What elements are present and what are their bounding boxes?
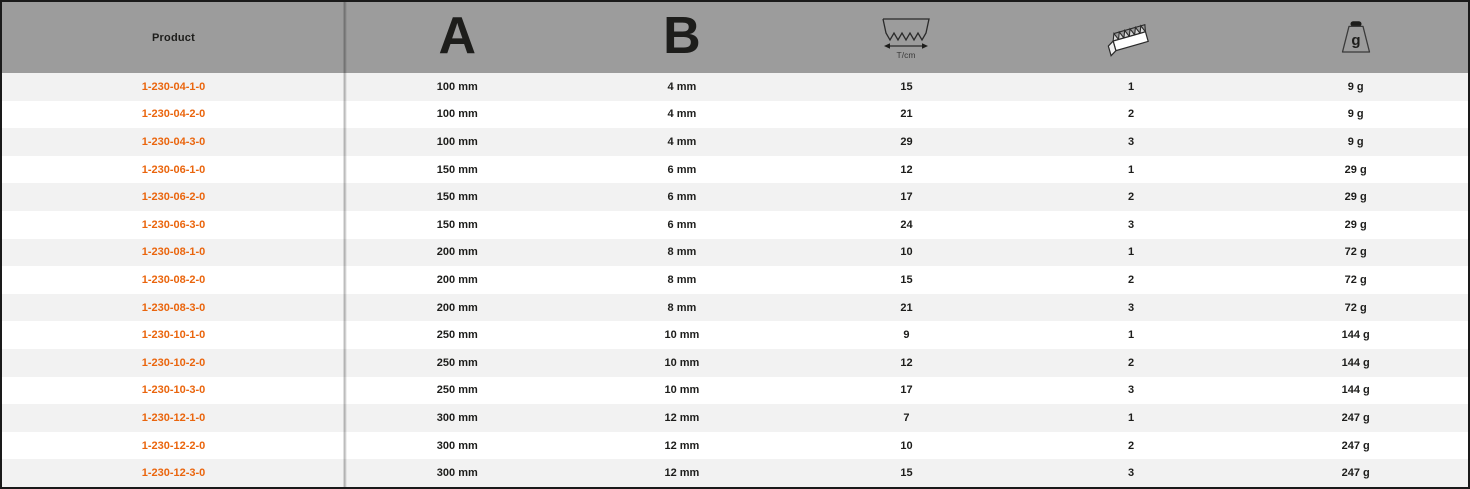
- table-row: [2, 377, 1468, 405]
- product-code-link[interactable]: 1-230-10-3-0: [141, 384, 206, 397]
- teeth-per-cm-value: 15: [900, 273, 913, 286]
- teeth-per-cm-value: 24: [900, 218, 913, 231]
- product-cell: [2, 384, 345, 396]
- length-a-value: 250 mm: [436, 329, 478, 342]
- weight-value: 9 g: [1347, 80, 1364, 93]
- width-b-value: 6 mm: [667, 218, 697, 231]
- width-b-value: 6 mm: [667, 163, 697, 176]
- cut-grade-value: 2: [1128, 108, 1135, 121]
- cut-grade-value: 3: [1128, 301, 1135, 314]
- table-row: [2, 349, 1468, 377]
- product-code-link[interactable]: 1-230-12-3-0: [141, 467, 206, 480]
- saw-segment-icon: [1099, 17, 1163, 59]
- column-header-cut: [1019, 2, 1244, 73]
- table-body: [2, 73, 1468, 487]
- weight-value: 247 g: [1341, 439, 1370, 452]
- product-code-link[interactable]: 1-230-12-2-0: [141, 439, 206, 452]
- weight-value: 72 g: [1344, 246, 1367, 259]
- length-a-value: 100 mm: [436, 80, 478, 93]
- product-cell: [2, 440, 345, 452]
- product-cell: [2, 357, 345, 369]
- column-header-a: A: [438, 6, 477, 65]
- teeth-per-cm-value: 15: [900, 467, 913, 480]
- product-cell: [2, 108, 345, 120]
- product-cell: [2, 274, 345, 286]
- length-a-value: 150 mm: [436, 191, 478, 204]
- length-a-value: 100 mm: [436, 108, 478, 121]
- teeth-per-cm-value: 17: [900, 384, 913, 397]
- weight-icon: [1336, 18, 1376, 58]
- table-row: [2, 128, 1468, 156]
- width-b-value: 8 mm: [667, 273, 697, 286]
- teeth-per-cm-value: 7: [903, 411, 910, 424]
- width-b-value: 8 mm: [667, 246, 697, 259]
- product-cell: [2, 412, 345, 424]
- length-a-value: 150 mm: [436, 163, 478, 176]
- length-a-value: 300 mm: [436, 439, 478, 452]
- width-b-value: 10 mm: [664, 384, 700, 397]
- teeth-per-cm-value: 10: [900, 246, 913, 259]
- width-b-value: 12 mm: [664, 439, 700, 452]
- product-code-link[interactable]: 1-230-06-2-0: [141, 191, 206, 204]
- cut-grade-value: 1: [1128, 80, 1135, 93]
- product-cell: [2, 136, 345, 148]
- width-b-value: 4 mm: [667, 80, 697, 93]
- length-a-value: 300 mm: [436, 467, 478, 480]
- table-row: [2, 239, 1468, 267]
- table-header: [2, 2, 1468, 73]
- product-header-label: Product: [152, 31, 195, 44]
- product-code-link[interactable]: 1-230-12-1-0: [141, 411, 206, 424]
- cut-grade-value: 3: [1128, 467, 1135, 480]
- teeth-per-cm-value: 9: [903, 329, 910, 342]
- product-cell: [2, 246, 345, 258]
- cut-grade-value: 2: [1128, 273, 1135, 286]
- teeth-per-cm-value: 29: [900, 135, 913, 148]
- table-row: [2, 432, 1468, 460]
- table-row: [2, 459, 1468, 487]
- width-b-value: 8 mm: [667, 301, 697, 314]
- table-row: [2, 183, 1468, 211]
- product-code-link[interactable]: 1-230-06-1-0: [141, 163, 206, 176]
- length-a-value: 250 mm: [436, 356, 478, 369]
- teeth-per-cm-value: 12: [900, 356, 913, 369]
- teeth-per-cm-icon: [878, 16, 934, 60]
- weight-value: 247 g: [1341, 411, 1370, 424]
- width-b-value: 12 mm: [664, 411, 700, 424]
- product-code-link[interactable]: 1-230-10-1-0: [141, 329, 206, 342]
- cut-grade-value: 2: [1128, 439, 1135, 452]
- weight-value: 144 g: [1341, 329, 1370, 342]
- weight-value: 144 g: [1341, 356, 1370, 369]
- cut-grade-value: 3: [1128, 218, 1135, 231]
- column-header-weight: [1243, 2, 1468, 73]
- column-header-teeth-per-cm: [794, 2, 1019, 73]
- column-header-b: B: [663, 6, 701, 65]
- width-b-value: 12 mm: [664, 467, 700, 480]
- teeth-per-cm-value: 17: [900, 191, 913, 204]
- table-row: [2, 404, 1468, 432]
- product-code-link[interactable]: 1-230-04-3-0: [141, 135, 206, 148]
- table-row: [2, 211, 1468, 239]
- length-a-value: 200 mm: [436, 301, 478, 314]
- table-row: [2, 156, 1468, 184]
- weight-value: 144 g: [1341, 384, 1370, 397]
- product-cell: [2, 467, 345, 479]
- product-code-link[interactable]: 1-230-08-1-0: [141, 246, 206, 259]
- product-cell: [2, 219, 345, 231]
- product-cell: [2, 81, 345, 93]
- cut-grade-value: 2: [1128, 191, 1135, 204]
- width-b-value: 10 mm: [664, 329, 700, 342]
- length-a-value: 200 mm: [436, 246, 478, 259]
- product-code-link[interactable]: 1-230-08-3-0: [141, 301, 206, 314]
- product-cell: [2, 302, 345, 314]
- product-code-link[interactable]: 1-230-06-3-0: [141, 218, 206, 231]
- table-row: [2, 321, 1468, 349]
- table-row: [2, 73, 1468, 101]
- tcm-icon-label: T/cm: [897, 49, 916, 60]
- product-code-link[interactable]: 1-230-08-2-0: [141, 273, 206, 286]
- weight-value: 72 g: [1344, 273, 1367, 286]
- product-cell: [2, 191, 345, 203]
- weight-value: 247 g: [1341, 467, 1370, 480]
- weight-value: 9 g: [1347, 108, 1364, 121]
- table-row: [2, 266, 1468, 294]
- width-b-value: 10 mm: [664, 356, 700, 369]
- width-b-value: 4 mm: [667, 108, 697, 121]
- length-a-value: 300 mm: [436, 411, 478, 424]
- weight-value: 29 g: [1344, 191, 1367, 204]
- product-code-link[interactable]: 1-230-10-2-0: [141, 356, 206, 369]
- weight-value: 72 g: [1344, 301, 1367, 314]
- length-a-value: 100 mm: [436, 135, 478, 148]
- weight-value: 29 g: [1344, 163, 1367, 176]
- cut-grade-value: 2: [1128, 356, 1135, 369]
- weight-icon-label: g: [1351, 31, 1361, 49]
- cut-grade-value: 1: [1128, 329, 1135, 342]
- product-code-link[interactable]: 1-230-04-1-0: [141, 80, 206, 93]
- teeth-per-cm-value: 12: [900, 163, 913, 176]
- teeth-per-cm-value: 10: [900, 439, 913, 452]
- length-a-value: 150 mm: [436, 218, 478, 231]
- length-a-value: 200 mm: [436, 273, 478, 286]
- table-row: [2, 294, 1468, 322]
- table-row: [2, 101, 1468, 129]
- cut-grade-value: 3: [1128, 384, 1135, 397]
- weight-value: 29 g: [1344, 218, 1367, 231]
- cut-grade-value: 1: [1128, 163, 1135, 176]
- product-code-link[interactable]: 1-230-04-2-0: [141, 108, 206, 121]
- weight-value: 9 g: [1347, 135, 1364, 148]
- width-b-value: 6 mm: [667, 191, 697, 204]
- product-cell: [2, 164, 345, 176]
- cut-grade-value: 1: [1128, 411, 1135, 424]
- width-b-value: 4 mm: [667, 135, 697, 148]
- length-a-value: 250 mm: [436, 384, 478, 397]
- cut-grade-value: 3: [1128, 135, 1135, 148]
- teeth-per-cm-value: 15: [900, 80, 913, 93]
- product-cell: [2, 329, 345, 341]
- cut-grade-value: 1: [1128, 246, 1135, 259]
- column-header-product: [2, 2, 345, 73]
- teeth-per-cm-value: 21: [900, 301, 913, 314]
- teeth-per-cm-value: 21: [900, 108, 913, 121]
